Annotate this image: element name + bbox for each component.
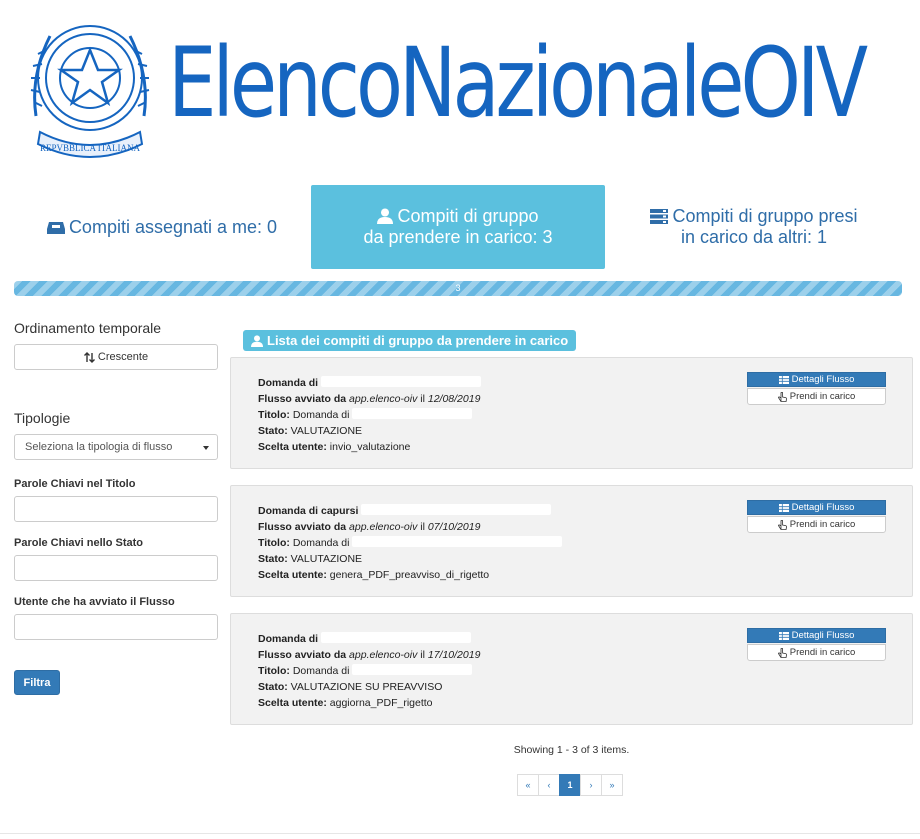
pagination-last[interactable]: »	[601, 774, 623, 796]
brand-title: ElencoNazionaleOIV	[168, 27, 865, 139]
task-scelta: aggiorna_PDF_rigetto	[329, 697, 433, 709]
svg-text:REPVBBLICA ITALIANA: REPVBBLICA ITALIANA	[39, 143, 141, 153]
task-titolo: Domanda di	[292, 537, 350, 549]
started-by-label: Flusso avviato da	[258, 521, 347, 533]
take-charge-button[interactable]	[747, 388, 886, 405]
task-date: 07/10/2019	[427, 521, 481, 533]
on-label: il	[420, 393, 425, 405]
pagination-prev[interactable]: ‹	[538, 774, 560, 796]
task-domanda: Domanda di	[258, 633, 319, 645]
chevron-down-icon	[203, 446, 209, 450]
tab-others-label-line2: in carico da altri: 1	[680, 227, 828, 247]
task-card	[230, 613, 913, 725]
title-label: Titolo:	[258, 537, 290, 549]
task-app: app.elenco-oiv	[349, 649, 418, 661]
task-card	[230, 485, 913, 597]
user-icon	[377, 208, 393, 224]
user-choice-label: Scelta utente:	[258, 697, 327, 709]
task-stato: VALUTAZIONE SU PREAVVISO	[290, 681, 443, 693]
hand-pointer-icon	[778, 648, 787, 658]
user-choice-label: Scelta utente:	[258, 569, 327, 581]
types-heading: Tipologie	[14, 410, 71, 426]
user-icon	[251, 335, 263, 347]
tab-group-label-line2: da prendere in carico: 3	[363, 227, 553, 247]
inbox-icon	[47, 219, 65, 235]
header	[0, 0, 920, 180]
user-label: Utente che ha avviato il Flusso	[14, 596, 175, 608]
tab-group-taken-by-others[interactable]	[606, 185, 902, 269]
list-title	[243, 330, 576, 351]
hand-pointer-icon	[778, 392, 787, 402]
results-summary: Showing 1 - 3 of 3 items.	[513, 744, 630, 756]
table-icon	[779, 376, 789, 384]
server-icon	[650, 208, 668, 224]
task-info	[258, 631, 480, 711]
state-label: Stato:	[258, 553, 288, 565]
take-charge-label: Prendi in carico	[789, 519, 856, 530]
table-icon	[779, 632, 789, 640]
state-keywords-input[interactable]	[14, 555, 218, 581]
task-app: app.elenco-oiv	[349, 521, 418, 533]
take-charge-label: Prendi in carico	[789, 391, 856, 402]
on-label: il	[420, 649, 425, 661]
tab-group-to-take[interactable]	[311, 185, 605, 269]
pagination	[518, 774, 623, 796]
task-scelta: genera_PDF_preavviso_di_rigetto	[329, 569, 490, 581]
take-charge-label: Prendi in carico	[789, 647, 856, 658]
details-button-label: Dettagli Flusso	[791, 374, 855, 385]
footer-divider	[0, 833, 920, 834]
tab-group-label-line1: Compiti di gruppo	[397, 206, 539, 226]
state-label: Stato:	[258, 681, 288, 693]
task-domanda: Domanda di	[258, 377, 319, 389]
title-label: Titolo:	[258, 409, 290, 421]
task-app: app.elenco-oiv	[349, 393, 418, 405]
details-button[interactable]	[747, 372, 886, 387]
take-charge-button[interactable]	[747, 644, 886, 661]
task-tabs	[14, 185, 902, 269]
user-input[interactable]	[14, 614, 218, 640]
details-button-label: Dettagli Flusso	[791, 630, 855, 641]
tab-assigned-label: Compiti assegnati a me: 0	[68, 216, 278, 237]
task-card	[230, 357, 913, 469]
task-stato: VALUTAZIONE	[290, 553, 363, 565]
user-choice-label: Scelta utente:	[258, 441, 327, 453]
progress-bar: 3	[14, 281, 902, 296]
on-label: il	[420, 521, 425, 533]
emblem-icon	[20, 6, 160, 166]
task-titolo: Domanda di	[292, 665, 350, 677]
task-titolo: Domanda di	[292, 409, 350, 421]
flow-type-select-value: Seleziona la tipologia di flusso	[25, 441, 173, 453]
started-by-label: Flusso avviato da	[258, 649, 347, 661]
sort-button-label: Crescente	[97, 351, 149, 363]
task-stato: VALUTAZIONE	[290, 425, 363, 437]
state-label: Stato:	[258, 425, 288, 437]
sort-heading: Ordinamento temporale	[14, 320, 162, 336]
pagination-next[interactable]: ›	[580, 774, 602, 796]
list-title-label: Lista dei compiti di gruppo da prendere in carico	[267, 333, 569, 348]
task-info	[258, 503, 562, 583]
take-charge-button[interactable]	[747, 516, 886, 533]
hand-pointer-icon	[778, 520, 787, 530]
task-date: 12/08/2019	[427, 393, 481, 405]
tab-assigned-to-me[interactable]	[14, 185, 310, 269]
sort-button[interactable]	[14, 344, 218, 370]
filter-button[interactable]: Filtra	[14, 670, 60, 695]
task-info	[258, 375, 481, 455]
sort-icon	[84, 352, 95, 363]
title-keywords-input[interactable]	[14, 496, 218, 522]
title-keywords-label: Parole Chiavi nel Titolo	[14, 478, 136, 490]
started-by-label: Flusso avviato da	[258, 393, 347, 405]
details-button-label: Dettagli Flusso	[791, 502, 855, 513]
task-domanda: Domanda di capursi	[258, 505, 359, 517]
title-label: Titolo:	[258, 665, 290, 677]
pagination-page-1[interactable]: 1	[559, 774, 581, 796]
tab-others-label-line1: Compiti di gruppo presi	[672, 206, 858, 226]
task-date: 17/10/2019	[427, 649, 481, 661]
details-button[interactable]	[747, 500, 886, 515]
task-scelta: invio_valutazione	[329, 441, 411, 453]
pagination-first[interactable]: «	[517, 774, 539, 796]
details-button[interactable]	[747, 628, 886, 643]
table-icon	[779, 504, 789, 512]
flow-type-select[interactable]	[14, 434, 218, 460]
state-keywords-label: Parole Chiavi nello Stato	[14, 537, 143, 549]
